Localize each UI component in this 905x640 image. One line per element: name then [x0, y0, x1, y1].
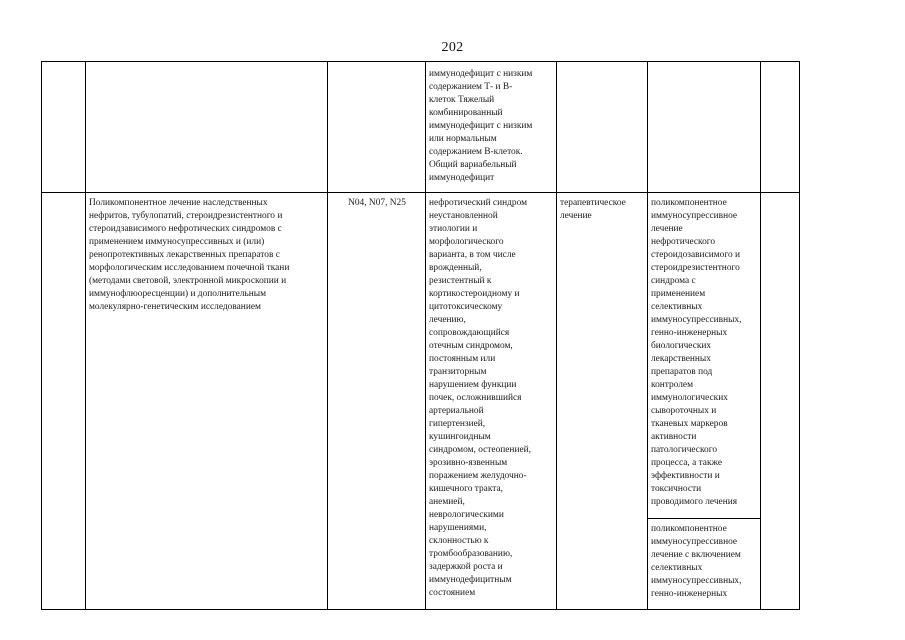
method-name-cell: Поликомпонентное лечение наследственных нефритов, тубулопатий, стероидрезистентного и стероидзависимого нефротических синдромов с применением иммуносупрессивных и (или) ренопротективных лекарственных препаратов с морфологическим исследованием почечной ткани (методами световой, электронной микроскопии и иммунофлюоресценции) и дополнительным молекулярно-генетическим исследованием: [89, 198, 290, 312]
row-divider: [41, 192, 800, 193]
diagnosis-cell: иммунодефицит с низким содержанием Т- и В- клеток Тяжелый комбинированный иммунодефицит с низким или нормальным содержанием В-клеток. Общий вариабельный иммунодефицит: [429, 69, 533, 183]
column-divider: [85, 61, 86, 610]
diagnosis-cell: нефротический синдром неустановленной этиологии и морфологического варианта, в том числе врожденный, резистентный к кортикостероидному и цитотоксическому лечению, сопровождающийся отечным синдромом, постоянным или транзиторным нарушением функции почек, осложнившийся артериальной гипертензией, кушингоидным синдромом, остеопенией, эрозивно-язвенным поражением желудочно- кишечного тракта, анемией, неврологическими нарушениями, склонностью к тромбообразованию, задержкой роста и иммунодефицитным состоянием: [429, 198, 531, 598]
treatment-type-cell: терапевтическое лечение: [560, 198, 626, 221]
page-number: 202: [441, 40, 464, 55]
column-divider: [556, 61, 557, 610]
column-divider: [647, 61, 648, 610]
treatment-method-cell: поликомпонентное иммуносупрессивное лечение с включением селективных иммуносупрессивных, генно-инженерных: [651, 524, 742, 599]
column-divider: [425, 61, 426, 610]
column-divider: [327, 61, 328, 610]
column-divider: [760, 61, 761, 610]
row-divider: [647, 518, 760, 519]
treatment-method-cell: поликомпонентное иммуносупрессивное лечение нефротического стероидозависимого и стероидрезистентного синдрома с применением селективных иммуносупрессивных, генно-инженерных биологических лекарственных препаратов под контролем иммунологических сывороточных и тканевых маркеров активности патологического процесса, а также эффективности и токсичности проводимого лечения: [651, 198, 742, 507]
codes-cell: N04, N07, N25: [348, 198, 406, 208]
